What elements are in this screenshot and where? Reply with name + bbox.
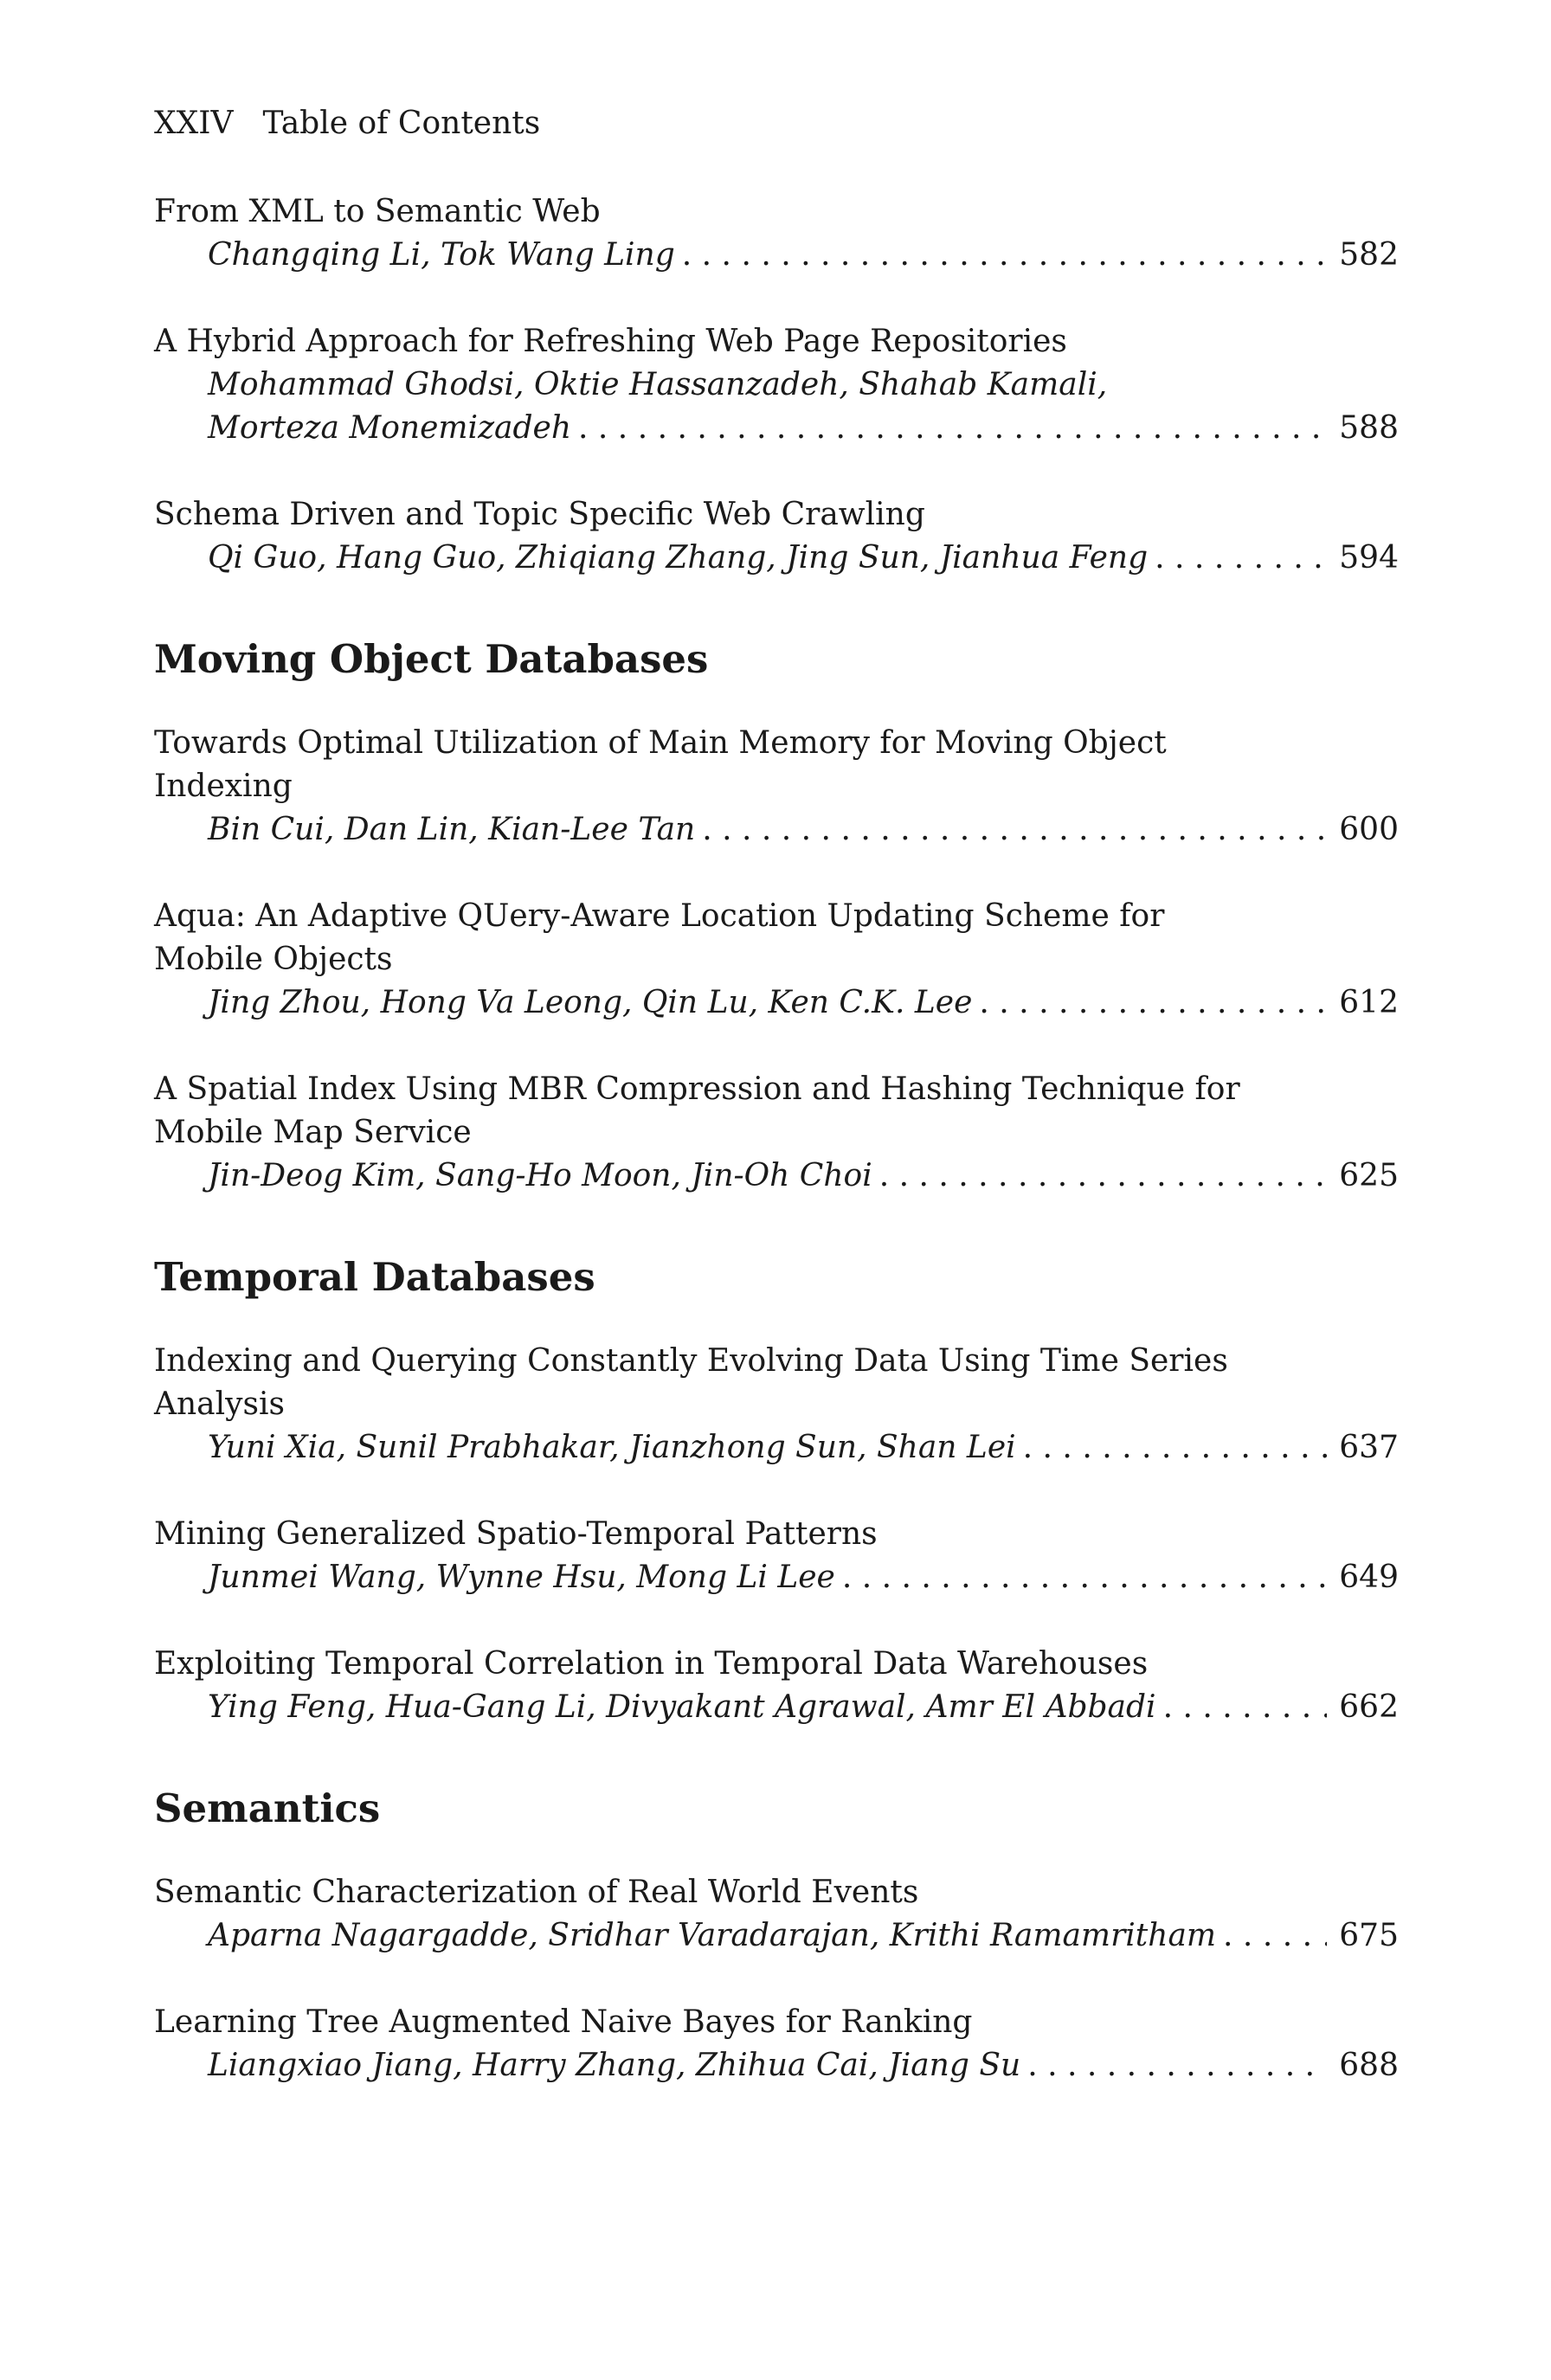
- entry-title: Indexing and Querying Constantly Evolving Data Using Time Series: [154, 1343, 1228, 1379]
- toc-entry[interactable]: [154, 722, 1399, 852]
- author-names: Aparna Nagargadde, Sridhar Varadarajan, Krithi Ramamritham: [208, 1918, 1217, 1953]
- author-line-with-page: [208, 1556, 1399, 1599]
- section-heading: Temporal Databases: [154, 1254, 595, 1300]
- entry-authors: [154, 537, 1399, 580]
- toc-entry[interactable]: [154, 2001, 1399, 2087]
- author-names: Changqing Li, Tok Wang Ling: [208, 237, 675, 273]
- dot-leader: [702, 808, 1327, 852]
- toc-entry[interactable]: [154, 895, 1399, 1025]
- entry-authors: [154, 808, 1399, 852]
- entry-title: A Spatial Index Using MBR Compression and Hashing Technique for: [154, 1071, 1240, 1107]
- dot-leader: [842, 1556, 1327, 1599]
- entry-title: Exploiting Temporal Correlation in Temporal Data Warehouses: [154, 1646, 1149, 1682]
- section-heading: Semantics: [154, 1785, 381, 1831]
- entry-title: Learning Tree Augmented Naive Bayes for Ranking: [154, 2004, 973, 2040]
- dot-leader: [682, 234, 1328, 277]
- entry-authors: [154, 1914, 1399, 1958]
- table-of-contents: [154, 190, 1399, 2087]
- toc-entry[interactable]: [154, 493, 1399, 580]
- toc-entry[interactable]: [154, 1513, 1399, 1599]
- page-number[interactable]: 625: [1339, 1158, 1399, 1193]
- author-line-with-page: [208, 234, 1399, 277]
- running-head-title: Table of Contents: [262, 106, 541, 141]
- entry-title: Indexing: [154, 769, 293, 804]
- page-number[interactable]: 588: [1339, 410, 1399, 446]
- toc-entry[interactable]: [154, 1340, 1399, 1470]
- page-number[interactable]: 600: [1339, 812, 1399, 847]
- author-line-with-page: [208, 981, 1399, 1025]
- entry-authors: [154, 234, 1399, 277]
- entry-title: Analysis: [154, 1386, 285, 1422]
- author-names: Jing Zhou, Hong Va Leong, Qin Lu, Ken C.K. Lee: [208, 985, 973, 1020]
- page-number[interactable]: 582: [1339, 237, 1399, 273]
- entry-title: Towards Optimal Utilization of Main Memory for Moving Object: [154, 725, 1167, 761]
- page-number[interactable]: 594: [1339, 540, 1399, 576]
- author-names: Junmei Wang, Wynne Hsu, Mong Li Lee: [208, 1560, 835, 1595]
- dot-leader: [979, 981, 1327, 1025]
- entry-title: Mining Generalized Spatio-Temporal Patterns: [154, 1516, 878, 1552]
- author-names: Morteza Monemizadeh: [208, 410, 572, 446]
- entry-title: Schema Driven and Topic Specific Web Crawling: [154, 497, 925, 532]
- entry-authors: [154, 1155, 1399, 1198]
- page-number[interactable]: 612: [1339, 985, 1399, 1020]
- author-line-with-page: [208, 1686, 1399, 1729]
- author-line-with-page: [208, 1426, 1399, 1470]
- author-line-with-page: [208, 808, 1399, 852]
- dot-leader: [1155, 537, 1327, 580]
- running-head: [154, 102, 540, 145]
- entry-title: Semantic Characterization of Real World Events: [154, 1875, 919, 1910]
- author-names: Qi Guo, Hang Guo, Zhiqiang Zhang, Jing Sun, Jianhua Feng: [208, 540, 1149, 576]
- toc-entry[interactable]: [154, 1871, 1399, 1958]
- toc-entry[interactable]: [154, 1068, 1399, 1198]
- page-number[interactable]: 662: [1339, 1689, 1399, 1725]
- author-line-with-page: [208, 537, 1399, 580]
- entry-authors: [154, 981, 1399, 1025]
- author-names: Yuni Xia, Sunil Prabhakar, Jianzhong Sun, Shan Lei: [208, 1430, 1016, 1465]
- author-names: Liangxiao Jiang, Harry Zhang, Zhihua Cai, Jiang Su: [208, 2048, 1021, 2083]
- page-number[interactable]: 675: [1339, 1918, 1399, 1953]
- dot-leader: [578, 407, 1327, 450]
- page-number[interactable]: 637: [1339, 1430, 1399, 1465]
- entry-title: A Hybrid Approach for Refreshing Web Page Repositories: [154, 324, 1067, 359]
- author-names: Bin Cui, Dan Lin, Kian-Lee Tan: [208, 812, 696, 847]
- dot-leader: [1163, 1686, 1328, 1729]
- dot-leader: [1027, 2044, 1327, 2087]
- author-line-with-page: [208, 1155, 1399, 1198]
- entry-title: Aqua: An Adaptive QUery-Aware Location Updating Scheme for: [154, 898, 1165, 934]
- author-line-with-page: [208, 2044, 1399, 2087]
- entry-authors: [154, 363, 1399, 450]
- page-folio: XXIV: [154, 106, 234, 141]
- dot-leader: [1223, 1914, 1327, 1958]
- entry-authors: [154, 2044, 1399, 2087]
- entry-title: From XML to Semantic Web: [154, 194, 601, 229]
- author-line-with-page: [208, 1914, 1399, 1958]
- toc-entry[interactable]: [154, 190, 1399, 277]
- toc-entry[interactable]: [154, 320, 1399, 450]
- entry-authors: [154, 1686, 1399, 1729]
- author-names: Ying Feng, Hua-Gang Li, Divyakant Agrawal, Amr El Abbadi: [208, 1689, 1156, 1725]
- page-number[interactable]: 649: [1339, 1560, 1399, 1595]
- dot-leader: [879, 1155, 1328, 1198]
- author-line: Mohammad Ghodsi, Oktie Hassanzadeh, Shahab Kamali,: [208, 367, 1108, 402]
- entry-authors: [154, 1426, 1399, 1470]
- page-number[interactable]: 688: [1339, 2048, 1399, 2083]
- toc-entry[interactable]: [154, 1643, 1399, 1729]
- entry-title: Mobile Objects: [154, 942, 393, 977]
- author-line-with-page: [208, 407, 1399, 450]
- section-heading: Moving Object Databases: [154, 636, 709, 682]
- author-names: Jin-Deog Kim, Sang-Ho Moon, Jin-Oh Choi: [208, 1158, 872, 1193]
- entry-title: Mobile Map Service: [154, 1115, 472, 1150]
- dot-leader: [1023, 1426, 1328, 1470]
- entry-authors: [154, 1556, 1399, 1599]
